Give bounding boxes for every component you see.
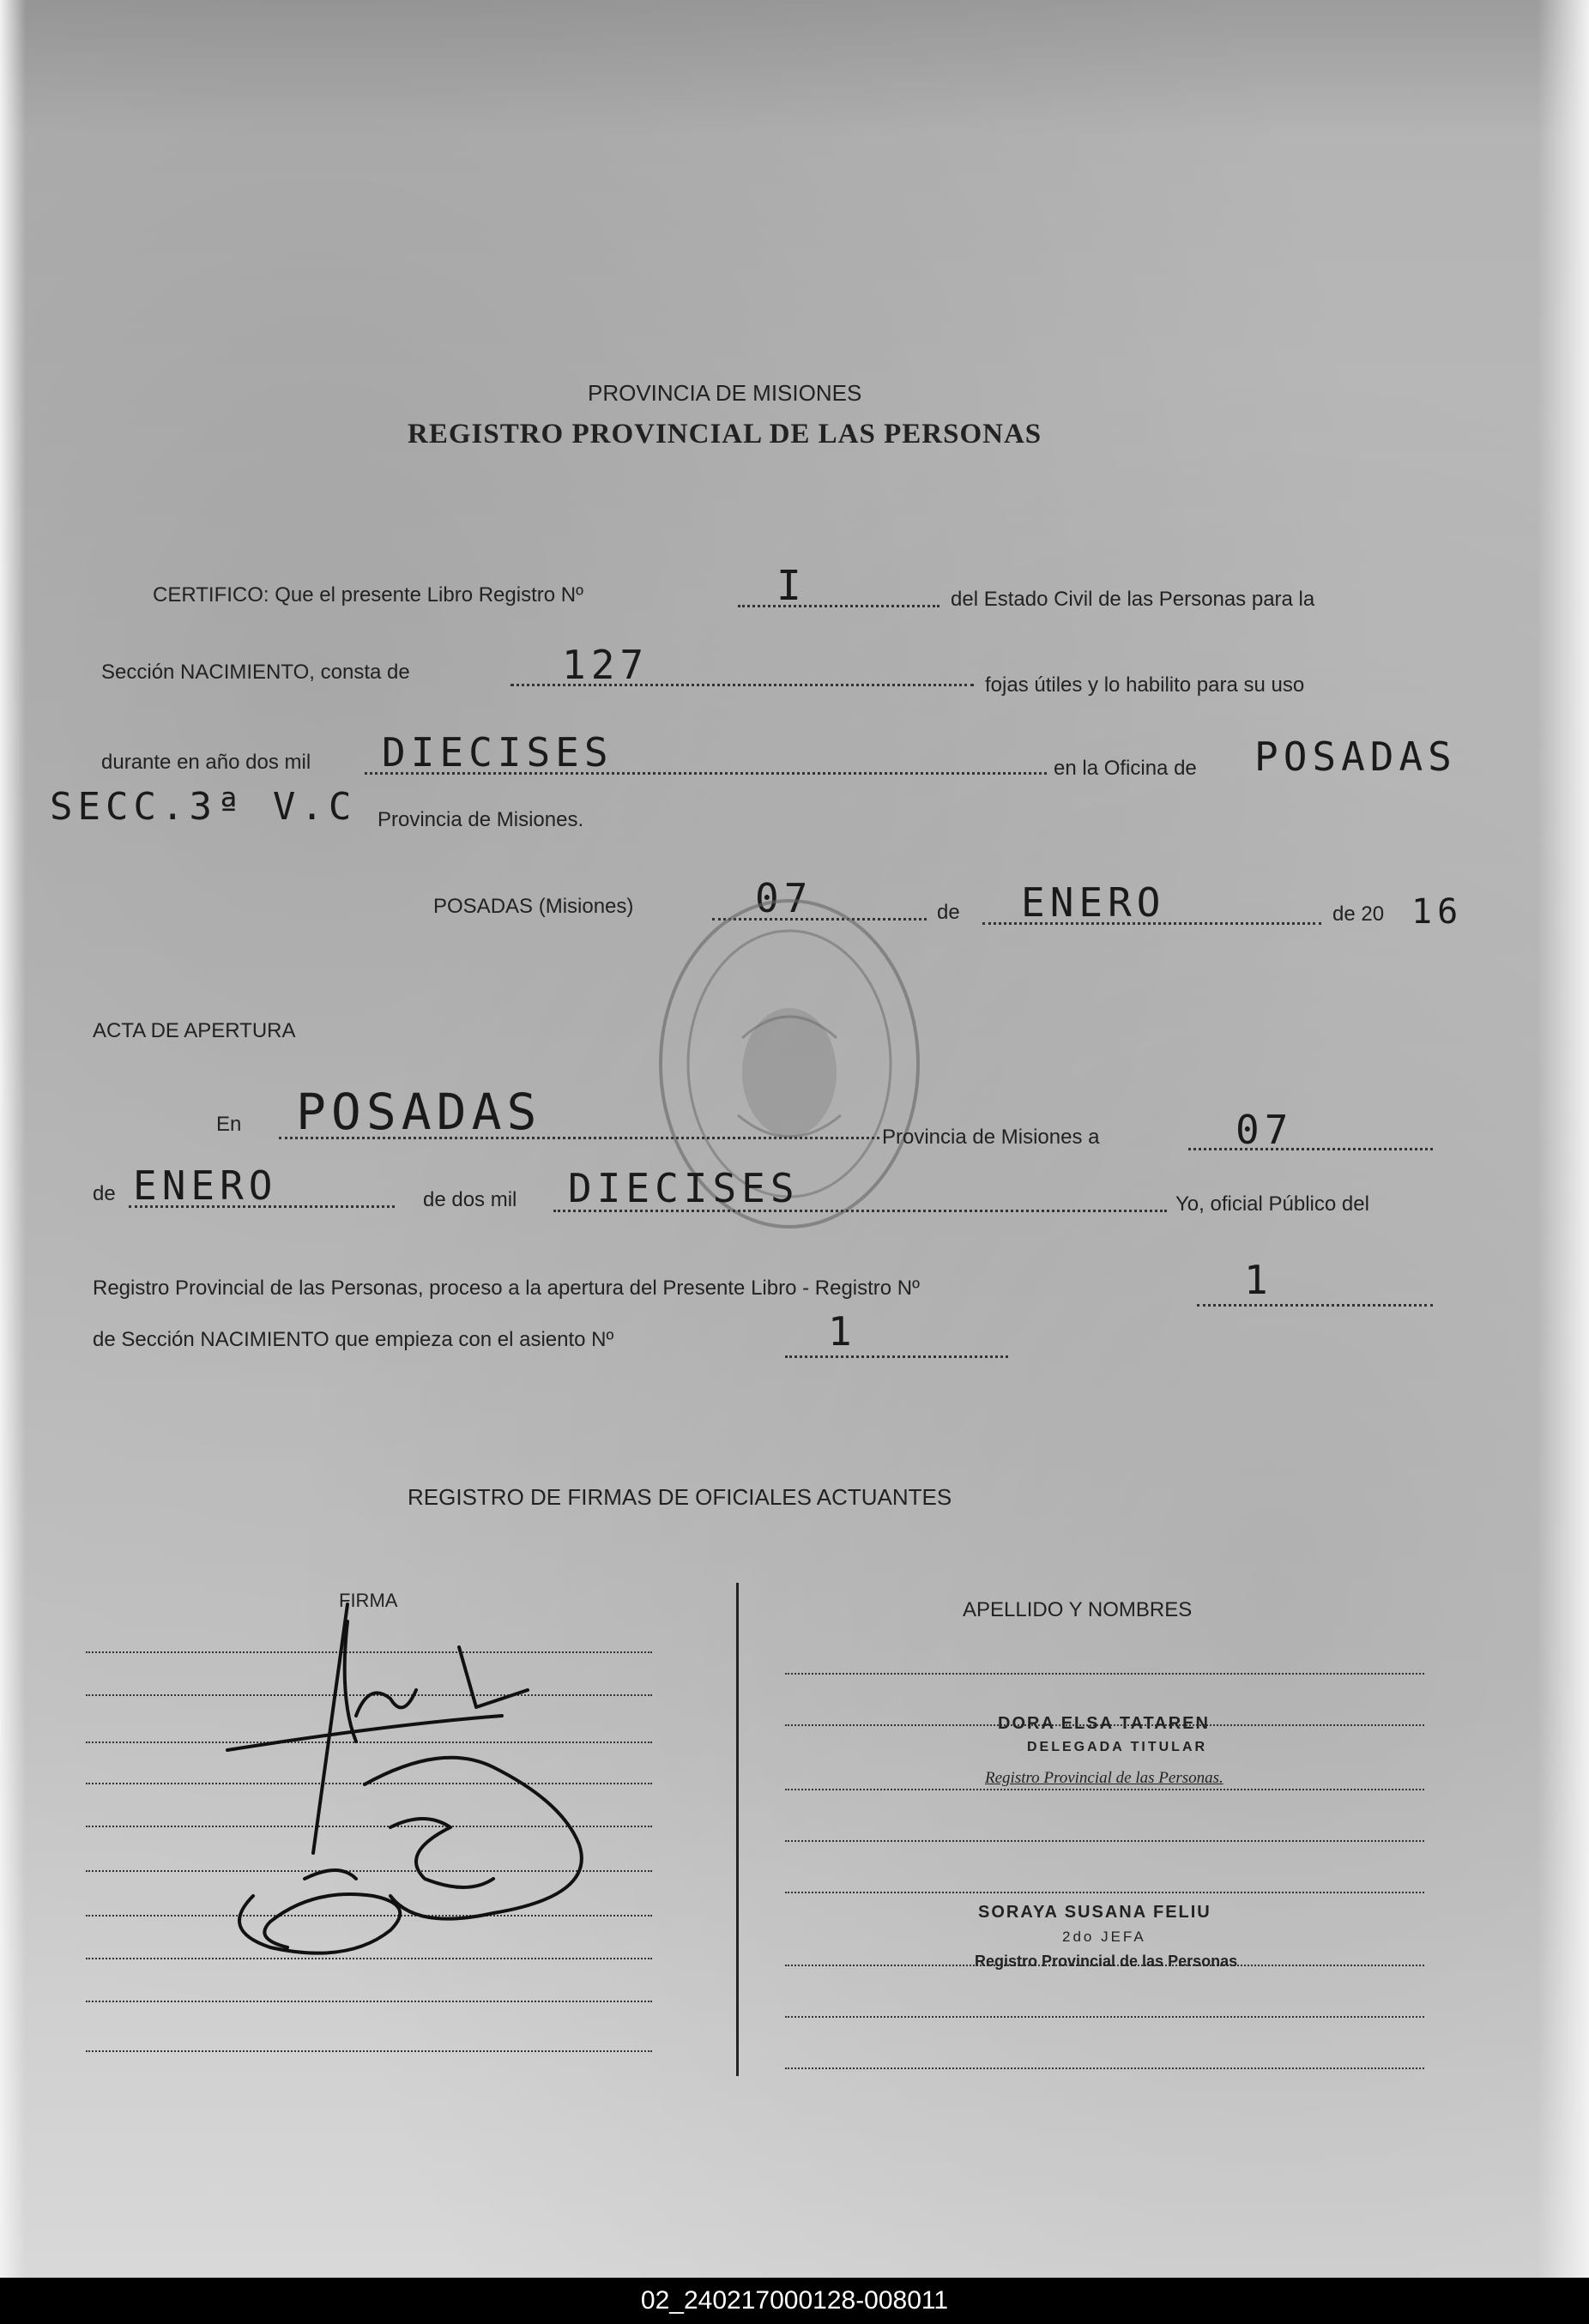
acta-place: POSADAS <box>296 1083 542 1141</box>
cert-line3-suffix: en la Oficina de <box>1054 757 1197 780</box>
official1-role: DELEGADA TITULAR <box>1027 1740 1208 1754</box>
signatures-title: REGISTRO DE FIRMAS DE OFICIALES ACTUANTES <box>408 1484 952 1510</box>
scan-edge-left <box>0 0 26 2278</box>
official2-role: 2do JEFA <box>1062 1929 1146 1945</box>
cert-office: POSADAS <box>1254 733 1457 780</box>
scan-edge-right <box>1538 0 1589 2278</box>
date-year: 16 <box>1411 892 1464 932</box>
acta-day: 07 <box>1236 1107 1294 1153</box>
cert-line4-suffix: Provincia de Misiones. <box>378 808 584 831</box>
acta-registro-dots <box>1197 1304 1433 1307</box>
province-heading: PROVINCIA DE MISIONES <box>588 380 862 406</box>
cert-year-words: DIECISES <box>382 729 613 776</box>
cert-section: SECC.3ª V.C <box>50 785 357 829</box>
nombres-row <box>785 1840 1424 1842</box>
acta-en: En <box>216 1113 242 1136</box>
nombres-row <box>785 2067 1424 2069</box>
acta-asiento-dots <box>785 1355 1008 1358</box>
acta-title: ACTA DE APERTURA <box>93 1019 296 1042</box>
date-prefix: POSADAS (Misiones) <box>433 895 634 918</box>
document-id: 02_240217000128-008011 <box>640 2286 949 2315</box>
acta-oficial-text: Yo, oficial Público del <box>1175 1192 1369 1216</box>
cert-line3-prefix: durante en año dos mil <box>101 751 311 774</box>
cert-line1-prefix: CERTIFICO: Que el presente Libro Registro Nº <box>153 583 583 607</box>
firma-row <box>86 2050 652 2052</box>
date-day: 07 <box>755 875 813 921</box>
official1-org: Registro Provincial de las Personas. <box>985 1769 1223 1787</box>
registry-heading: REGISTRO PROVINCIAL DE LAS PERSONAS <box>408 419 1042 450</box>
acta-line4: de Sección NACIMIENTO que empieza con el asiento Nº <box>93 1328 614 1351</box>
cert-line1-dots <box>738 605 940 607</box>
acta-day-dots <box>1188 1148 1433 1150</box>
acta-registro-number: 1 <box>1244 1257 1273 1303</box>
date-month: ENERO <box>1021 879 1166 926</box>
col-nombres: APELLIDO Y NOMBRES <box>963 1598 1193 1621</box>
acta-month: ENERO <box>133 1162 278 1209</box>
column-divider <box>736 1583 739 2076</box>
nombres-row <box>785 1789 1424 1790</box>
cert-book-number: I <box>776 562 807 610</box>
cert-line2-prefix: Sección NACIMIENTO, consta de <box>101 661 410 684</box>
footer-bar <box>0 2278 1589 2324</box>
cert-line1-suffix: del Estado Civil de las Personas para la <box>951 588 1315 611</box>
date-de: de <box>937 901 960 924</box>
firma-row <box>86 2001 652 2002</box>
official1-name: DORA ELSA TATAREN <box>998 1714 1210 1733</box>
acta-year-words: DIECISES <box>568 1165 800 1211</box>
cert-line2-suffix: fojas útiles y lo habilito para su uso <box>985 673 1305 697</box>
nombres-row <box>785 1892 1424 1893</box>
official2-name: SORAYA SUSANA FELIU <box>978 1903 1211 1922</box>
nombres-row <box>785 2016 1424 2018</box>
acta-province-text: Provincia de Misiones a <box>882 1126 1100 1149</box>
acta-year-text: de dos mil <box>423 1188 517 1211</box>
official2-org: Registro Provincial de las Personas <box>975 1953 1238 1970</box>
acta-de: de <box>93 1182 116 1205</box>
nombres-row <box>785 1673 1424 1675</box>
date-year-prefix: de 20 <box>1332 902 1385 926</box>
cert-folios: 127 <box>562 642 649 688</box>
handwritten-signature <box>219 1570 699 1982</box>
acta-line3: Registro Provincial de las Personas, proceso a la apertura del Presente Libro - Registro Nº <box>93 1277 920 1300</box>
col-firma: FIRMA <box>339 1590 398 1611</box>
acta-asiento-number: 1 <box>828 1308 857 1355</box>
